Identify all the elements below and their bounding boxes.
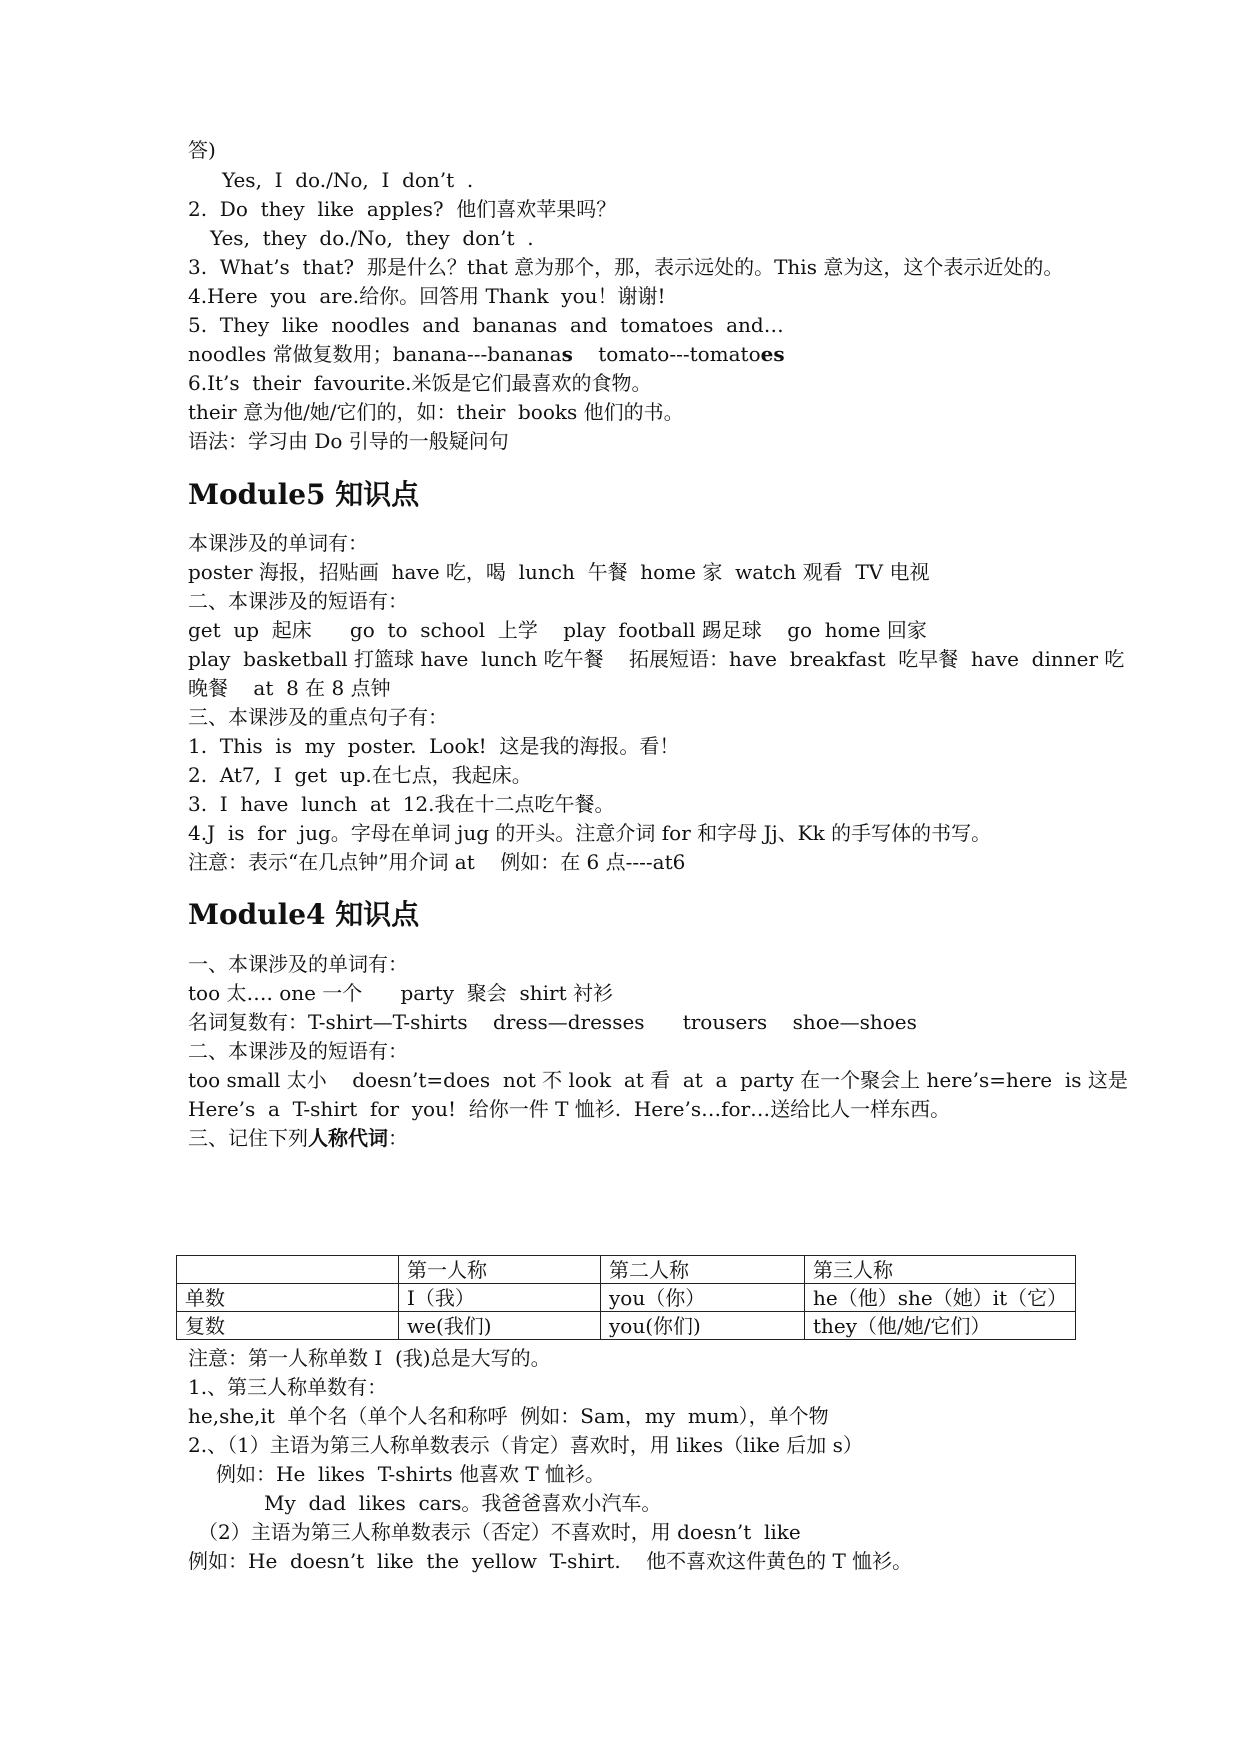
text-line: 本课涉及的单词有：	[188, 531, 368, 555]
text-line: My dad likes cars。我爸爸喜欢小汽车。	[264, 1491, 662, 1515]
table-cell: 第一人称	[399, 1256, 601, 1284]
table-header-row	[177, 1256, 1076, 1284]
text-line: too 太…. one 一个 party 聚会 shirt 衬衫	[188, 981, 613, 1005]
table-cell: you（你）	[601, 1284, 805, 1312]
text-span: noodles 常做复数用；banana---banana	[188, 342, 562, 366]
text-line: 4.J is for jug。字母在单词 jug 的开头。注意介词 for 和字母 Jj、Kk 的手写体的书写。	[188, 821, 992, 845]
text-line: 例如：He doesn’t like the yellow T-shirt. 他不喜欢这件黄色的 T 恤衫。	[188, 1549, 913, 1573]
text-span: tomato---tomato	[572, 342, 761, 366]
section-heading-module5: Module5 知识点	[188, 478, 420, 511]
text-line: Here’s a T-shirt for you! 给你一件 T 恤衫. Here’s…for…送给比人一样东西。	[188, 1097, 951, 1121]
text-line: 6.It’s their favourite.米饭是它们最喜欢的食物。	[188, 371, 652, 395]
text-line: Yes, they do./No, they don’t .	[210, 226, 534, 250]
table-cell: 第三人称	[805, 1256, 1076, 1284]
pronoun-table	[176, 1255, 1076, 1340]
text-line: their 意为他/她/它们的，如：their books 他们的书。	[188, 400, 684, 424]
text-line: 2. At7, I get up.在七点，我起床。	[188, 763, 532, 787]
table-cell: we(我们)	[399, 1312, 601, 1340]
text-span: 三、记住下列	[188, 1126, 308, 1150]
text-line: 例如：He likes T-shirts 他喜欢 T 恤衫。	[216, 1462, 606, 1486]
bold-term: 人称代词	[308, 1126, 388, 1150]
table-cell: 复数	[177, 1312, 399, 1340]
text-line: too small 太小 doesn’t=does not 不 look at 看 at a party 在一个聚会上 here’s=here is 这是	[188, 1068, 1128, 1092]
text-line: 二、本课涉及的短语有：	[188, 589, 408, 613]
text-span: ：	[388, 1126, 408, 1150]
text-line: 5. They like noodles and bananas and tomatoes and…	[188, 313, 784, 337]
text-line: 2. Do they like apples? 他们喜欢苹果吗？	[188, 197, 617, 221]
text-line: Yes, I do./No, I don’t .	[222, 168, 474, 192]
table-cell: I（我）	[399, 1284, 601, 1312]
section-heading-module4: Module4 知识点	[188, 898, 420, 931]
text-line: 注意：表示“在几点钟”用介词 at 例如：在 6 点----at6	[188, 850, 686, 874]
table-cell: they（他/她/它们）	[805, 1312, 1076, 1340]
table-cell	[177, 1256, 399, 1284]
text-line: 1.、第三人称单数有：	[188, 1375, 388, 1399]
text-line: 1. This is my poster. Look! 这是我的海报。看！	[188, 734, 680, 758]
text-line: 名词复数有：T-shirt—T-shirts dress—dresses trousers shoe—shoes	[188, 1010, 917, 1034]
text-line: poster 海报，招贴画 have 吃，喝 lunch 午餐 home 家 watch 观看 TV 电视	[188, 560, 930, 584]
table-cell: 第二人称	[601, 1256, 805, 1284]
text-line	[188, 1125, 408, 1151]
text-line: 2.、（1）主语为第三人称单数表示（肯定）喜欢时，用 likes（like 后加 s）	[188, 1433, 863, 1457]
text-line: 三、本课涉及的重点句子有：	[188, 705, 448, 729]
text-line: get up 起床 go to school 上学 play football 踢足球 go home 回家	[188, 618, 927, 642]
text-line: 答)	[188, 138, 216, 162]
text-line: 3. I have lunch at 12.我在十二点吃午餐。	[188, 792, 615, 816]
table-cell: 单数	[177, 1284, 399, 1312]
text-line: 一、本课涉及的单词有：	[188, 952, 408, 976]
text-line: 注意：第一人称单数 I (我)总是大写的。	[188, 1346, 551, 1370]
text-line: he,she,it 单个名（单个人名和称呼 例如：Sam，my mum），单个物	[188, 1404, 829, 1428]
text-line: 晚餐 at 8 在 8 点钟	[188, 676, 391, 700]
text-line: 语法：学习由 Do 引导的一般疑问句	[188, 429, 509, 453]
text-line: 4.Here you are.给你。回答用 Thank you！谢谢!	[188, 284, 666, 308]
text-line: （2）主语为第三人称单数表示（否定）不喜欢时，用 doesn’t like	[198, 1520, 801, 1544]
bold-suffix: es	[760, 342, 785, 366]
text-line: 3. What’s that? 那是什么？that 意为那个，那，表示远处的。This 意为这，这个表示近处的。	[188, 255, 1064, 279]
table-row	[177, 1284, 1076, 1312]
text-line: 二、本课涉及的短语有：	[188, 1039, 408, 1063]
table-cell: you(你们)	[601, 1312, 805, 1340]
bold-suffix: s	[561, 342, 573, 366]
text-line	[188, 341, 785, 367]
table-cell: he（他）she（她）it（它）	[805, 1284, 1076, 1312]
text-line: play basketball 打篮球 have lunch 吃午餐 拓展短语：have breakfast 吃早餐 have dinner 吃	[188, 647, 1125, 671]
table-row	[177, 1312, 1076, 1340]
